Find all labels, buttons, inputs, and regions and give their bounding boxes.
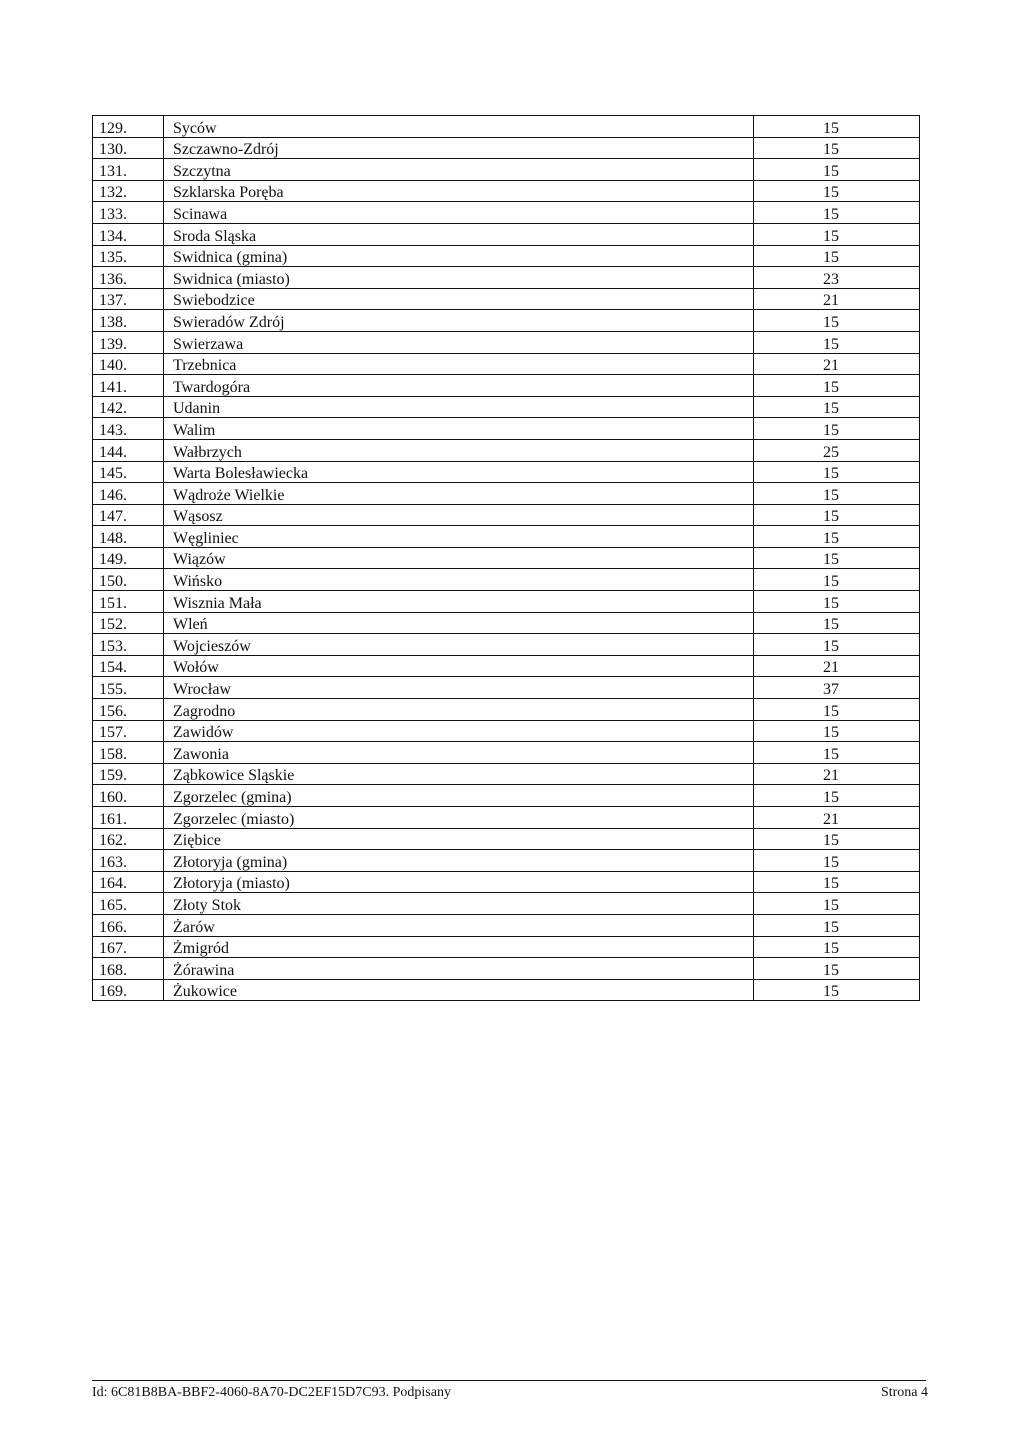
row-number: 159. — [93, 763, 164, 785]
municipality-name: Udanin — [164, 396, 754, 418]
municipality-name: Zagrodno — [164, 699, 754, 721]
row-value: 15 — [754, 612, 920, 634]
row-value: 15 — [754, 547, 920, 569]
municipality-name: Wrocław — [164, 677, 754, 699]
row-number: 143. — [93, 418, 164, 440]
table-row — [93, 439, 920, 461]
municipality-name: Szklarska Poręba — [164, 180, 754, 202]
table-row — [93, 137, 920, 159]
municipality-name: Zgorzelec (gmina) — [164, 785, 754, 807]
row-number: 133. — [93, 202, 164, 224]
row-number: 160. — [93, 785, 164, 807]
row-number: 151. — [93, 591, 164, 613]
row-value: 15 — [754, 245, 920, 267]
municipality-name: Zawonia — [164, 742, 754, 764]
table-row — [93, 634, 920, 656]
municipality-name: Szczawno-Zdrój — [164, 137, 754, 159]
row-value: 15 — [754, 526, 920, 548]
municipality-name: Żmigród — [164, 936, 754, 958]
table-row — [93, 828, 920, 850]
municipality-name: Syców — [164, 116, 754, 138]
row-number: 148. — [93, 526, 164, 548]
row-number: 132. — [93, 180, 164, 202]
table-row — [93, 547, 920, 569]
table-row — [93, 418, 920, 440]
table-row — [93, 223, 920, 245]
row-number: 155. — [93, 677, 164, 699]
row-number: 158. — [93, 742, 164, 764]
row-number: 142. — [93, 396, 164, 418]
row-number: 167. — [93, 936, 164, 958]
row-value: 15 — [754, 893, 920, 915]
municipality-name: Ząbkowice Sląskie — [164, 763, 754, 785]
municipality-name: Trzebnica — [164, 353, 754, 375]
table-row — [93, 914, 920, 936]
table-row — [93, 979, 920, 1001]
municipality-name: Zgorzelec (miasto) — [164, 807, 754, 829]
row-number: 134. — [93, 223, 164, 245]
table-row — [93, 159, 920, 181]
row-value: 15 — [754, 914, 920, 936]
row-value: 15 — [754, 850, 920, 872]
municipality-name: Ziębice — [164, 828, 754, 850]
table-row — [93, 807, 920, 829]
row-value: 21 — [754, 288, 920, 310]
municipality-name: Swidnica (miasto) — [164, 267, 754, 289]
table-row — [93, 526, 920, 548]
table-row — [93, 353, 920, 375]
municipality-name: Warta Bolesławiecka — [164, 461, 754, 483]
row-number: 141. — [93, 375, 164, 397]
municipality-name: Twardogóra — [164, 375, 754, 397]
table-row — [93, 936, 920, 958]
row-number: 137. — [93, 288, 164, 310]
row-number: 139. — [93, 331, 164, 353]
municipality-name: Wojcieszów — [164, 634, 754, 656]
row-number: 163. — [93, 850, 164, 872]
row-value: 15 — [754, 331, 920, 353]
table-row — [93, 893, 920, 915]
page-number: Strona 4 — [880, 1385, 928, 1400]
municipality-name: Swidnica (gmina) — [164, 245, 754, 267]
table-row — [93, 958, 920, 980]
municipality-name: Sroda Sląska — [164, 223, 754, 245]
table-row — [93, 180, 920, 202]
row-value: 15 — [754, 634, 920, 656]
row-number: 149. — [93, 547, 164, 569]
table-row — [93, 612, 920, 634]
table-row — [93, 720, 920, 742]
row-number: 145. — [93, 461, 164, 483]
row-number: 129. — [93, 116, 164, 138]
row-value: 23 — [754, 267, 920, 289]
row-value: 37 — [754, 677, 920, 699]
row-number: 135. — [93, 245, 164, 267]
municipality-name: Swieradów Zdrój — [164, 310, 754, 332]
footer-divider — [92, 1380, 926, 1381]
municipality-name: Złotoryja (gmina) — [164, 850, 754, 872]
municipality-name: Żarów — [164, 914, 754, 936]
table-row — [93, 461, 920, 483]
municipality-name: Swierzawa — [164, 331, 754, 353]
table-row — [93, 850, 920, 872]
row-value: 15 — [754, 828, 920, 850]
row-value: 15 — [754, 504, 920, 526]
municipality-name: Złoty Stok — [164, 893, 754, 915]
row-value: 15 — [754, 202, 920, 224]
municipality-name: Wałbrzych — [164, 439, 754, 461]
row-value: 15 — [754, 483, 920, 505]
row-value: 15 — [754, 591, 920, 613]
row-number: 150. — [93, 569, 164, 591]
municipality-name: Wisznia Mała — [164, 591, 754, 613]
table-row — [93, 396, 920, 418]
row-number: 154. — [93, 655, 164, 677]
row-number: 162. — [93, 828, 164, 850]
row-value: 21 — [754, 655, 920, 677]
table-row — [93, 483, 920, 505]
municipality-name: Walim — [164, 418, 754, 440]
table-row — [93, 742, 920, 764]
row-number: 146. — [93, 483, 164, 505]
row-number: 161. — [93, 807, 164, 829]
row-value: 15 — [754, 871, 920, 893]
row-value: 21 — [754, 353, 920, 375]
row-value: 15 — [754, 418, 920, 440]
row-value: 21 — [754, 807, 920, 829]
row-number: 165. — [93, 893, 164, 915]
table-body — [93, 116, 920, 1001]
row-value: 15 — [754, 223, 920, 245]
row-value: 15 — [754, 699, 920, 721]
row-number: 138. — [93, 310, 164, 332]
table-row — [93, 569, 920, 591]
municipality-name: Zawidów — [164, 720, 754, 742]
row-number: 136. — [93, 267, 164, 289]
row-value: 15 — [754, 936, 920, 958]
row-value: 15 — [754, 137, 920, 159]
municipality-name: Swiebodzice — [164, 288, 754, 310]
municipality-name: Wołów — [164, 655, 754, 677]
municipality-name: Węgliniec — [164, 526, 754, 548]
table-row — [93, 785, 920, 807]
municipality-name: Żukowice — [164, 979, 754, 1001]
row-number: 140. — [93, 353, 164, 375]
row-value: 21 — [754, 763, 920, 785]
row-number: 130. — [93, 137, 164, 159]
row-number: 144. — [93, 439, 164, 461]
row-value: 15 — [754, 958, 920, 980]
table-row — [93, 655, 920, 677]
municipality-name: Wądroże Wielkie — [164, 483, 754, 505]
municipality-table — [92, 115, 920, 1001]
row-number: 157. — [93, 720, 164, 742]
row-value: 15 — [754, 159, 920, 181]
table-row — [93, 310, 920, 332]
table-row — [93, 202, 920, 224]
row-number: 131. — [93, 159, 164, 181]
municipality-name: Wińsko — [164, 569, 754, 591]
document-id: Id: 6C81B8BA-BBF2-4060-8A70-DC2EF15D7C93. Podpisany — [92, 1385, 451, 1400]
row-value: 15 — [754, 375, 920, 397]
municipality-name: Wleń — [164, 612, 754, 634]
row-value: 15 — [754, 785, 920, 807]
table-row — [93, 699, 920, 721]
table-row — [93, 375, 920, 397]
row-value: 15 — [754, 396, 920, 418]
row-number: 164. — [93, 871, 164, 893]
table-row — [93, 871, 920, 893]
table-row — [93, 331, 920, 353]
row-value: 15 — [754, 310, 920, 332]
row-number: 153. — [93, 634, 164, 656]
table-row — [93, 288, 920, 310]
municipality-name: Złotoryja (miasto) — [164, 871, 754, 893]
municipality-name: Scinawa — [164, 202, 754, 224]
row-number: 168. — [93, 958, 164, 980]
municipality-name: Wąsosz — [164, 504, 754, 526]
table-row — [93, 504, 920, 526]
table-row — [93, 763, 920, 785]
row-number: 152. — [93, 612, 164, 634]
row-value: 15 — [754, 979, 920, 1001]
row-value: 15 — [754, 742, 920, 764]
row-value: 25 — [754, 439, 920, 461]
table-row — [93, 267, 920, 289]
row-value: 15 — [754, 461, 920, 483]
row-value: 15 — [754, 116, 920, 138]
row-number: 166. — [93, 914, 164, 936]
table-row — [93, 677, 920, 699]
row-number: 156. — [93, 699, 164, 721]
table-row — [93, 245, 920, 267]
municipality-name: Szczytna — [164, 159, 754, 181]
table-row — [93, 116, 920, 138]
row-number: 147. — [93, 504, 164, 526]
municipality-name: Wiązów — [164, 547, 754, 569]
table-row — [93, 591, 920, 613]
row-value: 15 — [754, 720, 920, 742]
row-value: 15 — [754, 180, 920, 202]
row-number: 169. — [93, 979, 164, 1001]
municipality-name: Żórawina — [164, 958, 754, 980]
row-value: 15 — [754, 569, 920, 591]
